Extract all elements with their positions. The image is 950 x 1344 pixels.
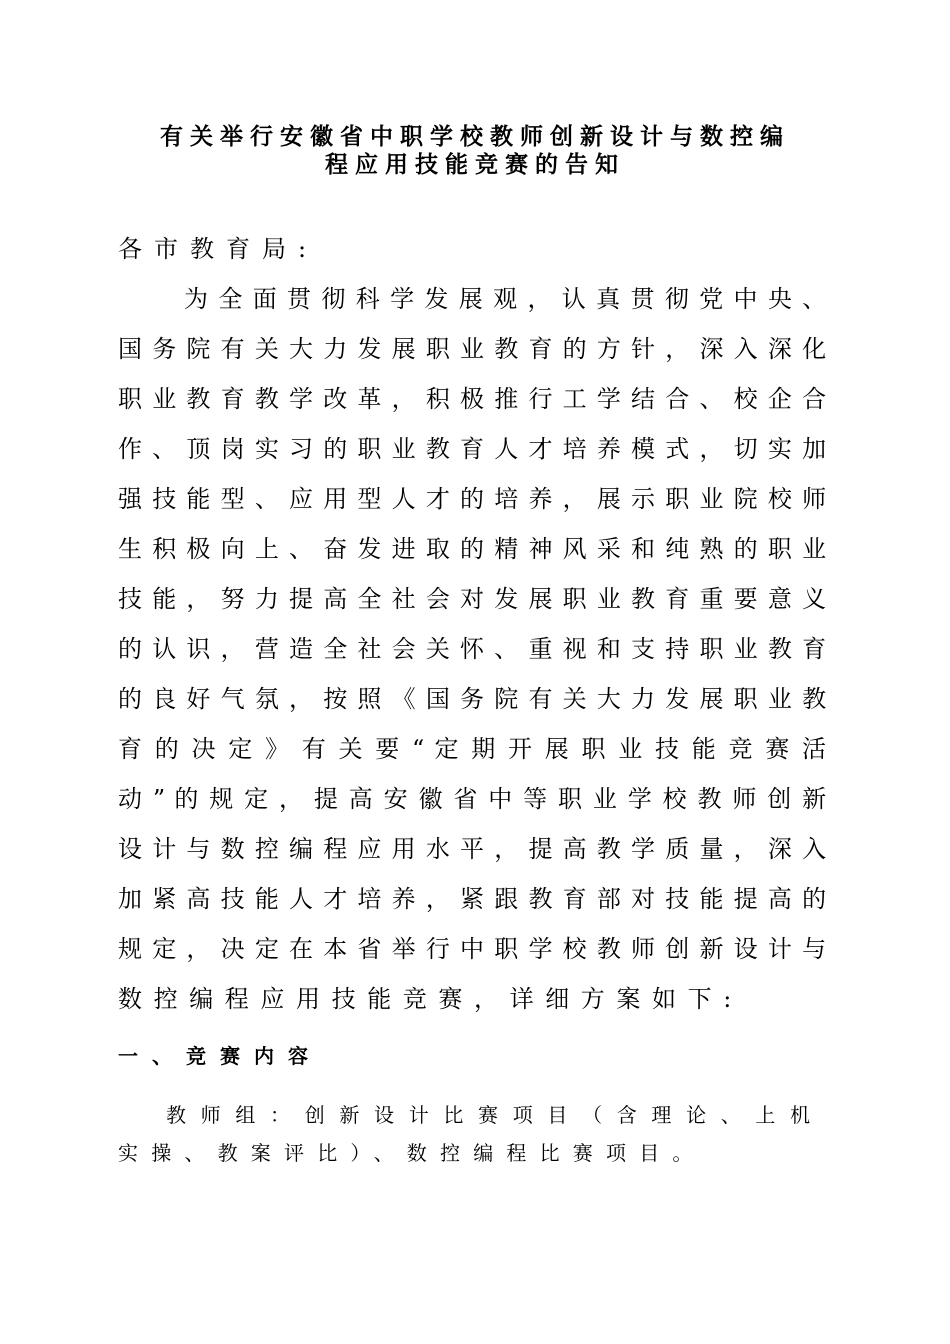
body-line: 的 良 好 气 氛 ， 按 照 《 国 务 院 有 关 大 力 发 展 职 业 教 <box>118 685 827 713</box>
document-title-line-2: 程应用技能竞赛的告知 <box>325 152 625 178</box>
salutation: 各市教育局: <box>118 235 319 263</box>
body-line: 为 全 面 贯 彻 科 学 发 展 观 ， 认 真 贯 彻 党 中 央 、 <box>184 285 827 313</box>
body-line: 设 计 与 数 控 编 程 应 用 水 平 ， 提 高 教 学 质 量 ， 深 入 <box>118 835 827 863</box>
body-line: 技 能 ， 努 力 提 高 全 社 会 对 发 展 职 业 教 育 重 要 意 义 <box>118 585 827 613</box>
body-line: 国 务 院 有 关 大 力 发 展 职 业 教 育 的 方 针 ， 深 入 深 化 <box>118 335 827 363</box>
body-line: 职 业 教 育 教 学 改 革 ， 积 极 推 行 工 学 结 合 、 校 企 合 <box>118 385 827 413</box>
body-line: 加 紧 高 技 能 人 才 培 养 ， 紧 跟 教 育 部 对 技 能 提 高 的 <box>118 885 827 913</box>
body-line: 作 、 顶 岗 实 习 的 职 业 教 育 人 才 培 养 模 式 ， 切 实 加 <box>118 435 827 463</box>
document-title-line-1: 有关举行安徽省中职学校教师创新设计与数控编 <box>160 124 790 150</box>
body-line: 动 ” 的 规 定 ， 提 高 安 徽 省 中 等 职 业 学 校 教 师 创 新 <box>118 785 827 813</box>
body-line: 育 的 决 定 》 有 关 要 “ 定 期 开 展 职 业 技 能 竞 赛 活 <box>118 735 826 763</box>
body-line: 强 技 能 型 、 应 用 型 人 才 的 培 养 ， 展 示 职 业 院 校 师 <box>118 485 827 513</box>
section-heading: 一、竞赛内容 <box>118 1044 322 1068</box>
body-line: 的 认 识 ， 营 造 全 社 会 关 怀 、 重 视 和 支 持 职 业 教 育 <box>118 635 827 663</box>
body-line: 数控编程应用技能竞赛，详细方案如下: <box>118 985 743 1013</box>
body-line: 规 定 ， 决 定 在 本 省 举 行 中 职 学 校 教 师 创 新 设 计 与 <box>118 935 827 963</box>
section-line: 教 师 组 ： 创 新 设 计 比 赛 项 目 （ 含 理 论 、 上 机 <box>166 1103 811 1127</box>
section-line: 实操、教案评比）、数控编程比赛项目。 <box>118 1141 706 1165</box>
body-line: 生 积 极 向 上 、 奋 发 进 取 的 精 神 风 采 和 纯 熟 的 职 业 <box>118 535 827 563</box>
